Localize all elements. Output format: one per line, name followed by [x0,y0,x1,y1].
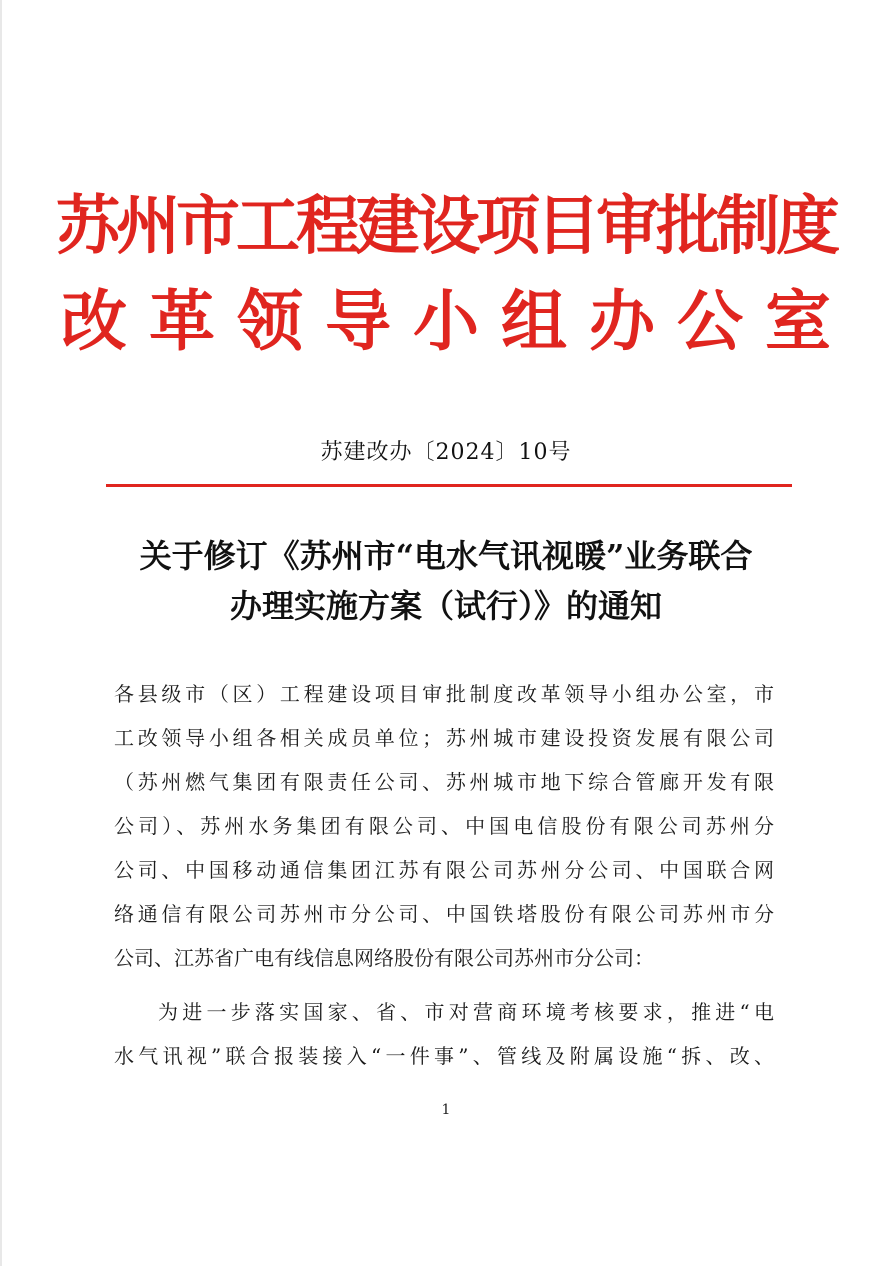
document-number: 苏建改办〔2024〕10号 [320,440,572,465]
page-number: 1 [441,1102,451,1118]
recipient-line: 公司、江苏省广电有线信息网络股份有限公司苏州市分公司： [114,946,654,970]
recipient-line: 公司、中国移动通信集团江苏有限公司苏州分公司、中国联合网 [114,858,774,882]
recipient-line: 各县级市（区）工程建设项目审批制度改革领导小组办公室，市 [114,682,774,706]
recipients-block [114,672,774,980]
document-title-line-1: 关于修订《苏州市“电水气讯视暖”业务联合 [139,537,753,575]
recipient-line: （苏州燃气集团有限责任公司、苏州城市地下综合管廊开发有限 [114,770,774,794]
recipient-line: 工改领导小组各相关成员单位；苏州城市建设投资发展有限公司 [114,726,774,750]
body-paragraph [114,990,774,1078]
paragraph-line: 水气讯视”联合报装接入“一件事”、管线及附属设施“拆、改、 [114,1044,774,1068]
document-title-line-2: 办理实施方案（试行）》的通知 [229,587,662,625]
recipient-line: 公司）、苏州水务集团有限公司、中国电信股份有限公司苏州分 [114,814,774,838]
masthead-line-2: 改革领导小组办公室 [61,283,853,360]
paragraph-line: 为进一步落实国家、省、市对营商环境考核要求，推进“电 [158,1000,774,1024]
masthead-line-1: 苏州市工程建设项目审批制度 [56,190,836,264]
red-divider [106,484,792,487]
recipient-line: 络通信有限公司苏州市分公司、中国铁塔股份有限公司苏州市分 [114,902,774,926]
